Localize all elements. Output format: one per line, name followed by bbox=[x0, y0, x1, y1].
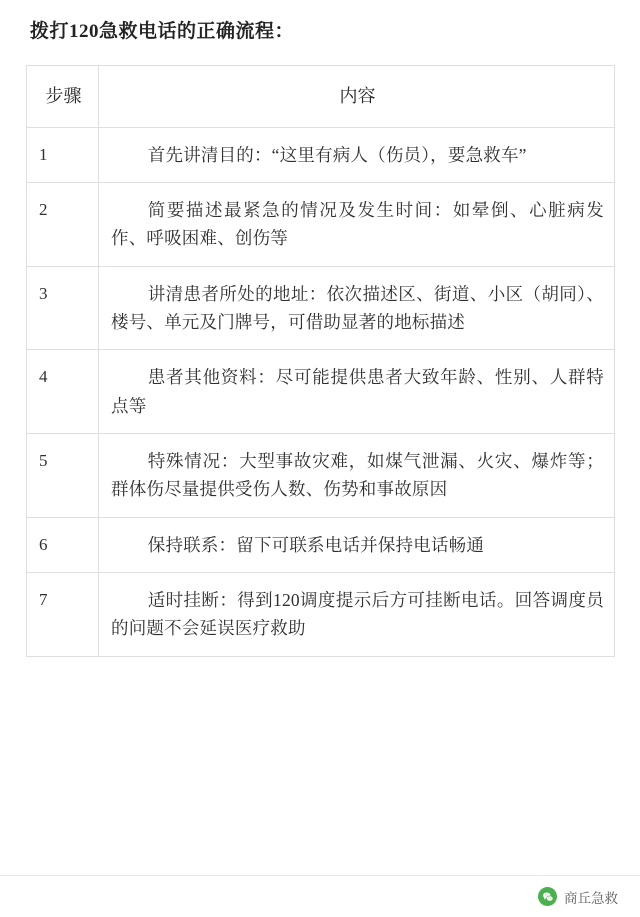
cell-step: 3 bbox=[27, 266, 99, 350]
cell-step: 4 bbox=[27, 350, 99, 434]
table-row bbox=[27, 517, 615, 572]
cell-content: 首先讲清目的：“这里有病人（伤员），要急救车” bbox=[99, 127, 615, 182]
column-header-content: 内容 bbox=[99, 65, 615, 127]
table-header-row bbox=[27, 65, 615, 127]
table-row bbox=[27, 266, 615, 350]
table-row bbox=[27, 183, 615, 267]
emergency-call-flow-table bbox=[26, 65, 615, 657]
table-row bbox=[27, 350, 615, 434]
cell-step: 1 bbox=[27, 127, 99, 182]
table-row bbox=[27, 573, 615, 657]
column-header-step: 步骤 bbox=[27, 65, 99, 127]
cell-content: 特殊情况：大型事故灾难，如煤气泄漏、火灾、爆炸等；群体伤尽量提供受伤人数、伤势和事故原因 bbox=[99, 434, 615, 518]
cell-content: 适时挂断：得到120调度提示后方可挂断电话。回答调度员的问题不会延误医疗救助 bbox=[99, 573, 615, 657]
cell-content: 讲清患者所处的地址：依次描述区、街道、小区（胡同）、楼号、单元及门牌号，可借助显著的地标描述 bbox=[99, 266, 615, 350]
cell-step: 5 bbox=[27, 434, 99, 518]
table-row bbox=[27, 434, 615, 518]
cell-step: 2 bbox=[27, 183, 99, 267]
account-link[interactable] bbox=[538, 887, 618, 907]
cell-step: 7 bbox=[27, 573, 99, 657]
table-row bbox=[27, 127, 615, 182]
account-name: 商丘急救 bbox=[564, 890, 618, 906]
cell-content: 保持联系：留下可联系电话并保持电话畅通 bbox=[99, 517, 615, 572]
cell-step: 6 bbox=[27, 517, 99, 572]
cell-content: 患者其他资料：尽可能提供患者大致年龄、性别、人群特点等 bbox=[99, 350, 615, 434]
cell-content: 简要描述最紧急的情况及发生时间：如晕倒、心脏病发作、呼吸困难、创伤等 bbox=[99, 183, 615, 267]
page-title: 拨打120急救电话的正确流程： bbox=[30, 21, 295, 42]
wechat-icon bbox=[538, 887, 557, 906]
footer-bar bbox=[0, 875, 640, 917]
